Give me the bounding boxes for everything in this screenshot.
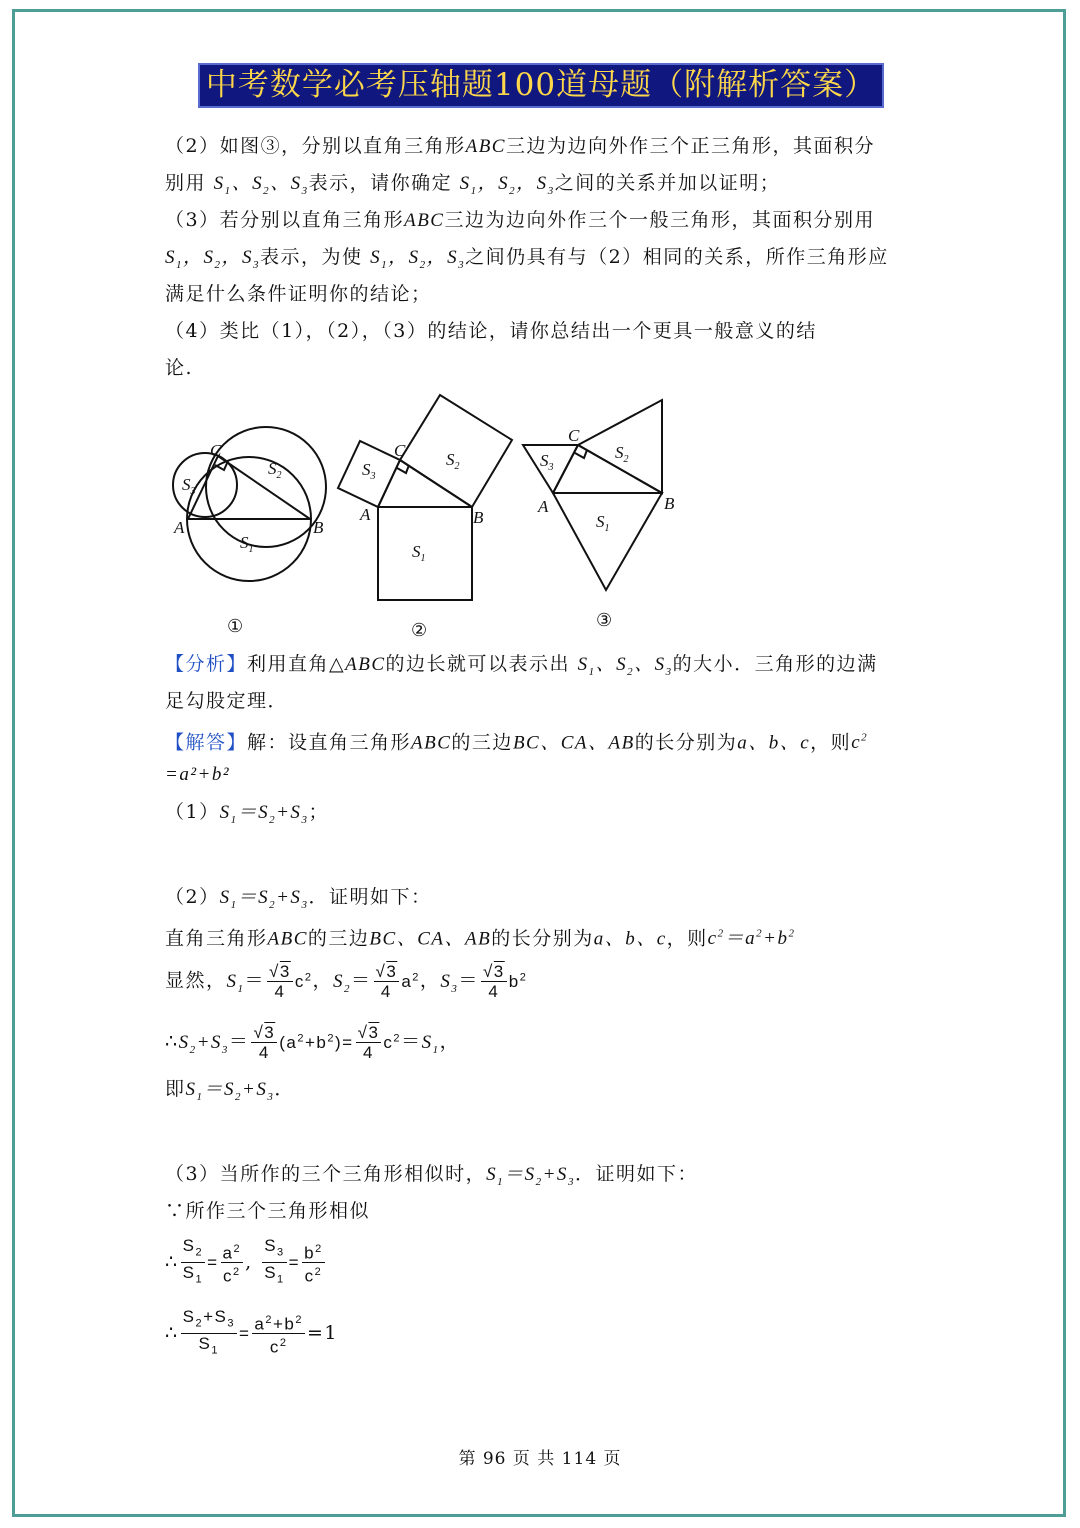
fig2-area-s2: $S_2$: [446, 450, 460, 472]
figure-3-triangles: [523, 400, 662, 590]
fig3-point-a: A: [538, 497, 549, 516]
fig2-point-a: A: [360, 505, 371, 524]
fig1-point-b: B: [313, 518, 324, 537]
fig3-area-s1: $S_1$: [596, 512, 610, 534]
question-3-line-3: 满足什么条件证明你的结论；: [165, 283, 432, 305]
solution-tag: 【解答】: [165, 731, 248, 754]
fig2-point-b: B: [473, 508, 484, 527]
fig3-point-c: C: [568, 426, 580, 445]
solution-equation: =a²+b²: [165, 764, 231, 785]
solution-part-3-sum: ∴ $\frac{S_2+S_3}{S_1}$ = $\frac{a^2+b^2}{c^2}$ =1: [165, 1307, 339, 1358]
figure-3-label: ③: [596, 610, 613, 630]
fig1-area-s3: $S_3$: [182, 475, 196, 497]
question-2-line-1: （2）如图③，分别以直角三角形ABC三边为边向外作三个正三角形，其面积分: [165, 135, 875, 157]
solution-intro: 【解答】解：设直角三角形ABC的三边BC、CA、AB的长分别为a、b、c，则$c^2$: [165, 731, 869, 754]
solution-part-2-sum: $\therefore S_2+S_3=$ $\frac{√3}{4}$ $(a^2+b^2)=$ $\frac{√3}{4}$ $c^2=S_1$，: [165, 1023, 461, 1063]
question-2-line-2: 别用 $S_1$、$S_2$、$S_3$表示，请你确定 $S_1$，$S_2$，$S_3$之间的关系并加以证明；: [165, 172, 781, 197]
fig1-area-s2: $S_2$: [268, 459, 282, 481]
fig3-area-s2: $S_2$: [615, 443, 629, 465]
fig1-point-a: A: [174, 518, 185, 537]
question-4-line-1: （4）类比（1），（2），（3）的结论，请你总结出一个更具一般意义的结: [165, 320, 817, 342]
analysis-tag: 【分析】: [165, 653, 248, 675]
question-4-line-2: 论.: [165, 357, 194, 379]
fig2-point-c: C: [394, 441, 406, 460]
figure-1-label: ①: [227, 616, 244, 636]
analysis-line-1: 【分析】利用直角△ABC的边长就可以表示出 $S_1$、$S_2$、$S_3$的大小．三角形的边满: [165, 653, 878, 678]
question-3-line-1: （3）若分别以直角三角形ABC三边为边向外作三个一般三角形，其面积分别用: [165, 209, 875, 231]
figure-2-label: ②: [411, 620, 428, 640]
fig2-area-s3: $S_3$: [362, 460, 376, 482]
solution-part-3-reason: ∵所作三个三角形相似: [165, 1200, 371, 1222]
solution-part-3-head: （3）当所作的三个三角形相似时，$S_1=S_2+S_3$．证明如下：: [165, 1163, 698, 1188]
figure-2-squares: [338, 395, 512, 600]
fig1-point-c: C: [210, 441, 222, 460]
geometry-figures: [160, 390, 700, 640]
solution-part-1: $(1)S_1=S_2+S_3$；: [165, 801, 329, 826]
figure-1-semicircles: [173, 427, 326, 581]
page-number: 第 96 页 共 114 页: [458, 1449, 622, 1469]
solution-part-2-head: $(2)S_1=S_2+S_3$．证明如下：: [165, 886, 432, 911]
analysis-line-2: 足勾股定理．: [165, 690, 289, 712]
fig1-area-s1: $S_1$: [240, 533, 254, 555]
page-title: 中考数学必考压轴题100道母题（附解析答案）: [198, 63, 884, 108]
question-3-line-2: $S_1$，$S_2$，$S_3$表示，为使 $S_1$，$S_2$，$S_3$之间仍具有与（2）相同的关系，所作三角形应: [165, 246, 889, 271]
solution-part-2-line-2: 直角三角形ABC的三边BC、CA、AB的长分别为a、b、c，则$c^2=a^2+b^2$: [165, 927, 796, 950]
solution-part-2-conclusion: 即$S_1=S_2+S_3$．: [165, 1078, 295, 1103]
fig3-area-s3: $S_3$: [540, 451, 554, 473]
fig2-area-s1: $S_1$: [412, 542, 426, 564]
solution-part-2-formulas: 显然，$S_1=$ $\frac{√3}{4}$ $c^2$，$S_2=$ $\frac{√3}{4}$ $a^2$，$S_3=$ $\frac{√3}{4}$ $b^2$: [165, 962, 528, 1002]
solution-part-3-ratios: ∴ $\frac{S_2}{S_1}$ = $\frac{a^2}{c^2}$ , $\frac{S_3}{S_1}$ = $\frac{b^2}{c^2}$: [165, 1236, 323, 1287]
fig3-point-b: B: [664, 494, 675, 513]
